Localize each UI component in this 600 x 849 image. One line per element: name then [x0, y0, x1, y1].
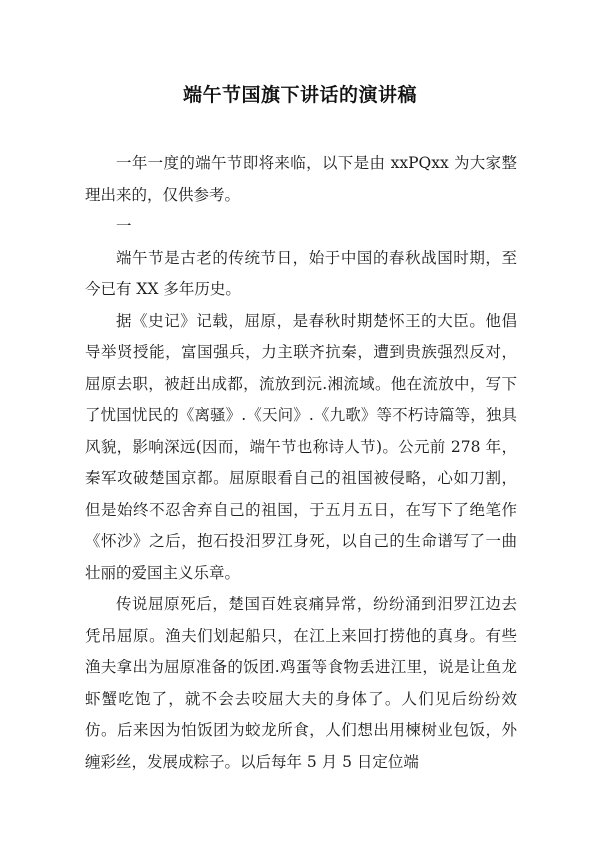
intro-paragraph: 一年一度的端午节即将来临，以下是由 xxPQxx 为大家整理出来的，仅供参考。: [85, 154, 517, 204]
section-marker: 一: [116, 217, 132, 235]
page-title: 端午节国旗下讲话的演讲稿: [182, 84, 417, 106]
paragraph-legend: 传说屈原死后，楚国百姓哀痛异常，纷纷涌到汨罗江边去凭吊屈原。渔夫们划起船只，在江上来回打捞他的真身。有些渔夫拿出为屈原准备的饭团.鸡蛋等食物丢进江里，说是让鱼龙虾蟹吃饱了，就不会去咬屈大夫的身体了。人们见后纷纷效仿。后来因为怕饭团为蛟龙所食，人们想出用楝树业包饭，外缠彩丝，发展成粽子。以后每年 5 月 5 日定位端: [85, 595, 517, 771]
document-body: [85, 148, 517, 778]
paragraph-origin: 端午节是古老的传统节日，始于中国的春秋战国时期，至今已有 XX 多年历史。: [85, 248, 517, 298]
paragraph-qu-yuan-history: 据《史记》记载，屈原，是春秋时期楚怀王的大臣。他倡导举贤授能，富国强兵，力主联齐抗秦，遭到贵族强烈反对，屈原去职，被赶出成都，流放到沅.湘流域。他在流放中，写下了忧国忧民的《离骚》.《天问》.《九歌》等不朽诗篇等，独具风貌，影响深远(因而，端午节也称诗人节)。公元前 278 年，秦军攻破楚国京都。屈原眼看自己的祖国被侵略，心如刀割，但是始终不忍舍弃自己的祖国，于五月五日，在写下了绝笔作《怀沙》之后，抱石投汨罗江身死，以自己的生命谱写了一曲壮丽的爱国主义乐章。: [85, 311, 517, 582]
